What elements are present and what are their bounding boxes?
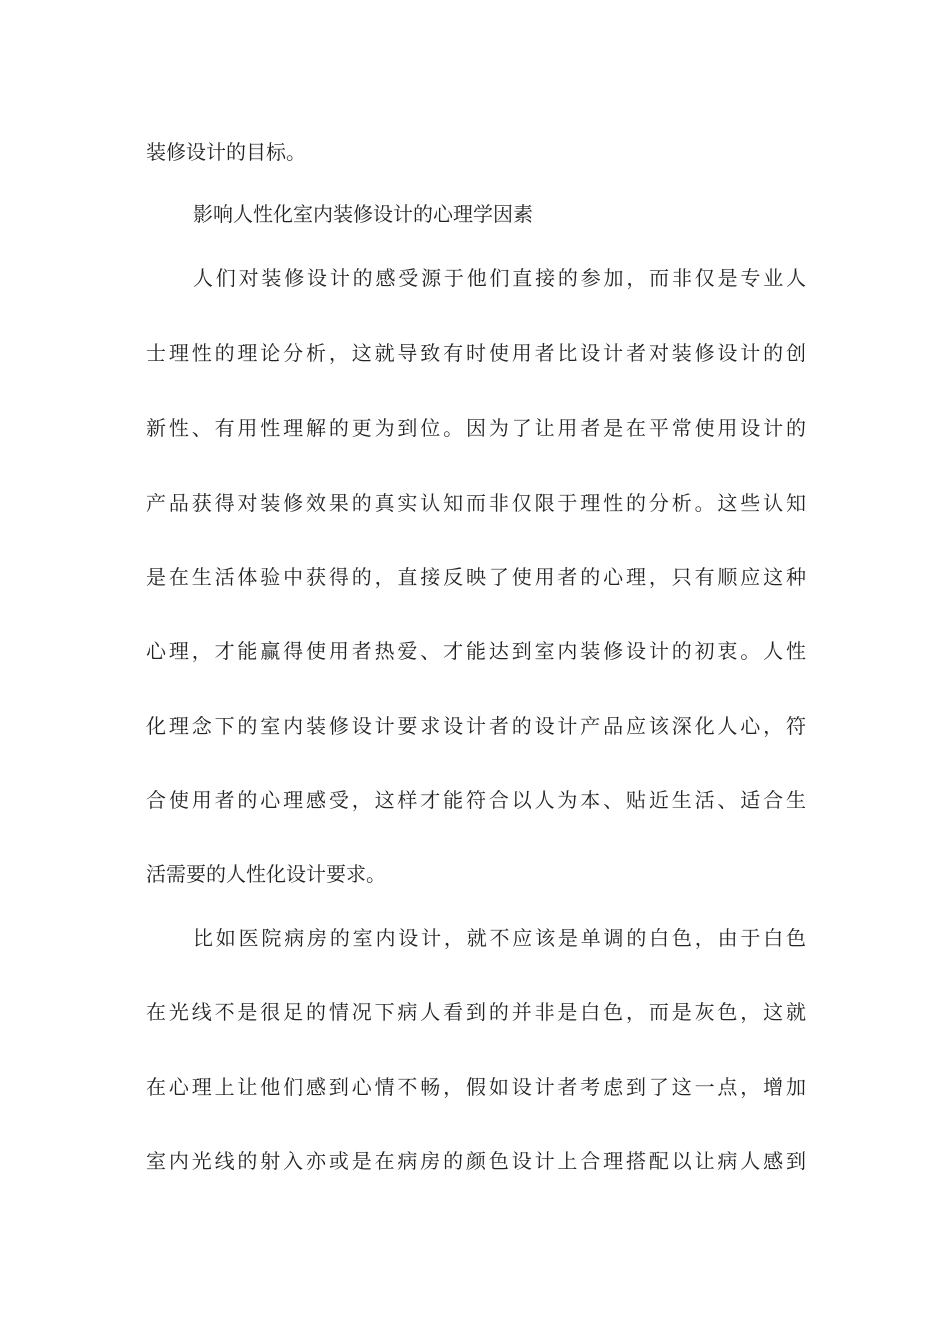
paragraph-line: 在心理上让他们感到心情不畅，假如设计者考虑到了这一点，增加 <box>146 1075 806 1099</box>
paragraph-line: 装修设计的目标。 <box>146 140 306 164</box>
paragraph-line: 室内光线的射入亦或是在病房的颜色设计上合理搭配以让病人感到 <box>146 1149 806 1173</box>
paragraph-line: 人们对装修设计的感受源于他们直接的参加，而非仅是专业人 <box>193 266 806 290</box>
section-heading: 影响人性化室内装修设计的心理学因素 <box>193 202 533 226</box>
paragraph-line: 合使用者的心理感受，这样才能符合以人为本、贴近生活、适合生 <box>146 788 806 812</box>
paragraph-line: 化理念下的室内装修设计要求设计者的设计产品应该深化人心，符 <box>146 714 806 738</box>
paragraph-line: 产品获得对装修效果的真实认知而非仅限于理性的分析。这些认知 <box>146 491 806 515</box>
paragraph-line: 心理，才能赢得使用者热爱、才能达到室内装修设计的初衷。人性 <box>146 639 806 663</box>
paragraph-line: 在光线不是很足的情况下病人看到的并非是白色，而是灰色，这就 <box>146 1000 806 1024</box>
paragraph-line: 活需要的人性化设计要求。 <box>146 862 386 886</box>
paragraph-line: 比如医院病房的室内设计，就不应该是单调的白色，由于白色 <box>193 926 806 950</box>
paragraph-line: 是在生活体验中获得的，直接反映了使用者的心理，只有顺应这种 <box>146 565 806 589</box>
paragraph-line: 新性、有用性理解的更为到位。因为了让用者是在平常使用设计的 <box>146 416 806 440</box>
paragraph-line: 士理性的理论分析，这就导致有时使用者比设计者对装修设计的创 <box>146 341 806 365</box>
